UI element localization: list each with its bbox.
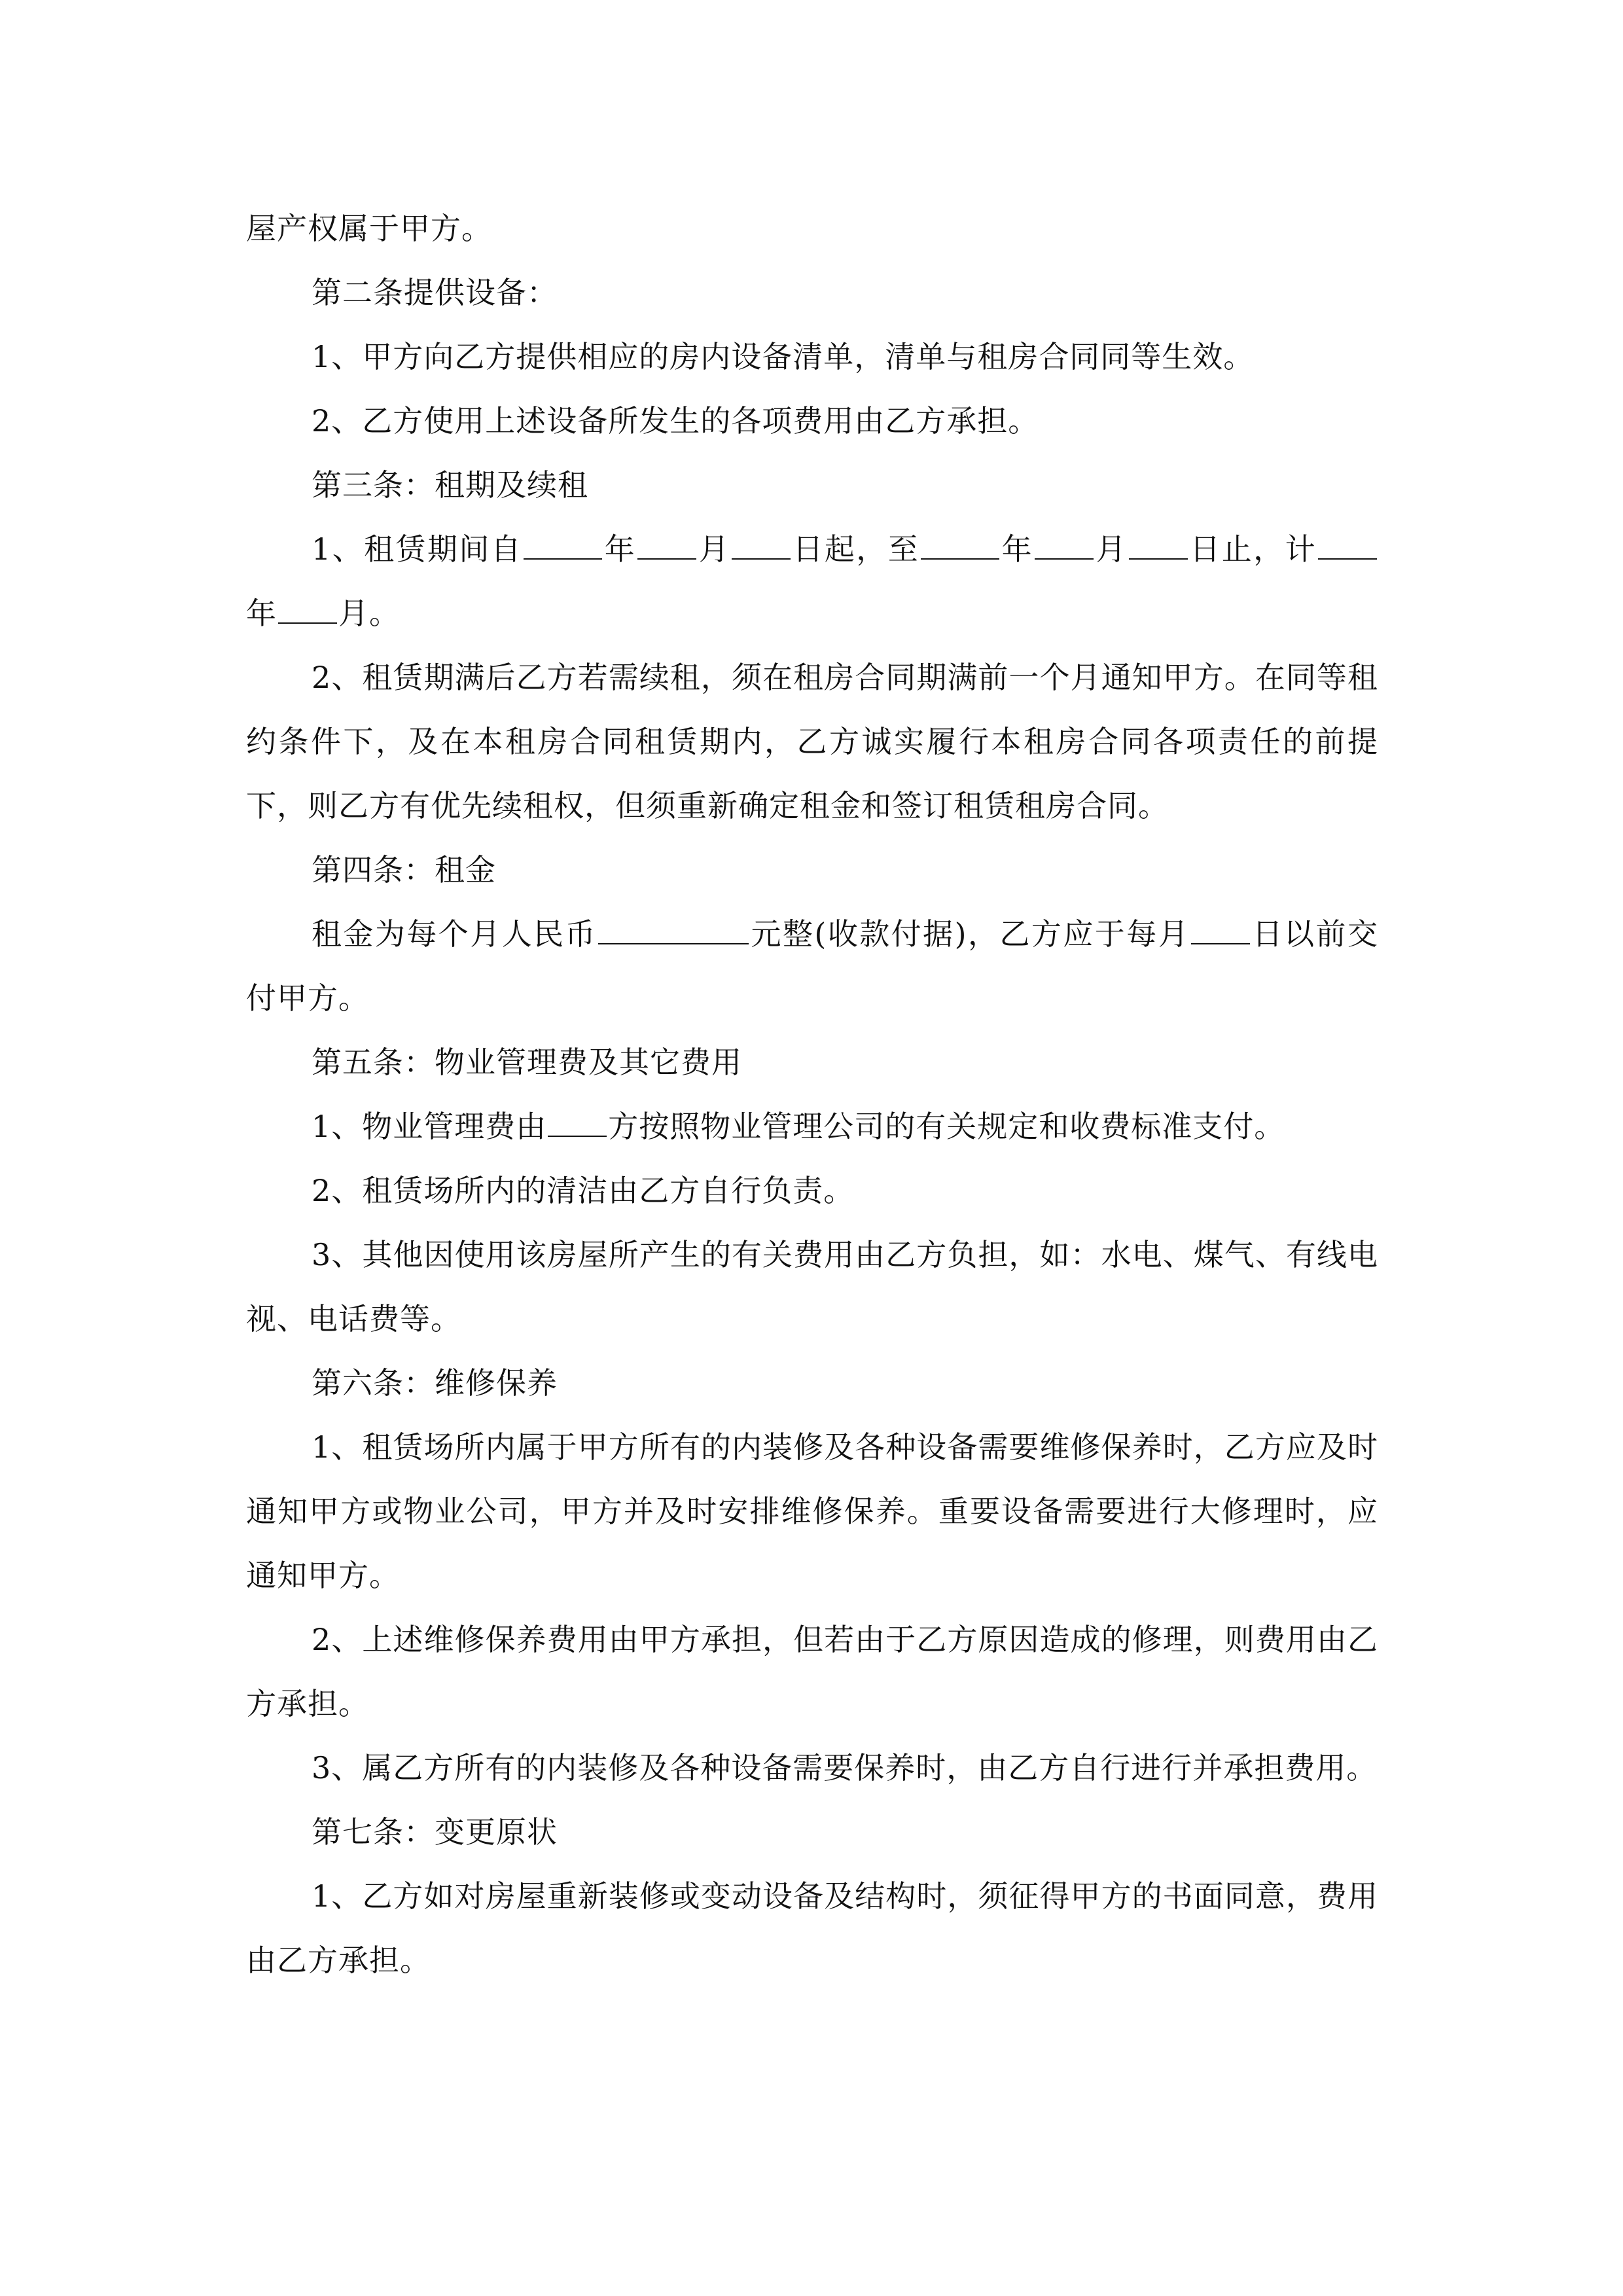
heading-article-2: 第二条提供设备： — [312, 275, 558, 310]
blank-end-day — [1129, 533, 1188, 560]
heading-article-4: 第四条：租金 — [312, 852, 496, 888]
text-segment: 1、物业管理费由 — [312, 1109, 547, 1144]
paragraph-article-6-item-2: 2、上述维修保养费用由甲方承担，但若由于乙方原因造成的修理，则费用由乙方承担。 — [246, 1622, 1378, 1721]
text-segment: 年 — [246, 596, 277, 631]
paragraph-article-3-item-1 — [246, 517, 1378, 645]
heading-article-6: 第六条：维修保养 — [312, 1365, 558, 1401]
blank-start-day — [732, 533, 791, 560]
text-segment: 月。 — [338, 596, 400, 631]
paragraph-article-2-item-1: 1、甲方向乙方提供相应的房内设备清单，清单与租房合同同等生效。 — [312, 339, 1255, 374]
paragraph-article-6-item-1: 1、租赁场所内属于甲方所有的内装修及各种设备需要维修保养时，乙方应及时通知甲方或物业公司，甲方并及时安排维修保养。重要设备需要进行大修理时，应通知甲方。 — [246, 1429, 1378, 1593]
paragraph-article-7-item-1: 1、乙方如对房屋重新装修或变动设备及结构时，须征得甲方的书面同意，费用由乙方承担。 — [246, 1878, 1378, 1978]
text-segment: 方按照物业管理公司的有关规定和收费标准支付。 — [608, 1109, 1285, 1144]
blank-fee-party — [548, 1111, 607, 1137]
blank-total-months — [278, 598, 337, 624]
text-segment: 月 — [698, 531, 730, 567]
blank-end-month — [1035, 533, 1094, 560]
text-segment: 年 — [603, 531, 637, 567]
heading-article-3: 第三条：租期及续租 — [312, 467, 588, 503]
text-segment: 年 — [1001, 531, 1034, 567]
paragraph-article-5-item-1 — [246, 1094, 1378, 1158]
text-segment: 1、租赁期间自 — [312, 531, 523, 567]
heading-article-5: 第五条：物业管理费及其它费用 — [312, 1045, 742, 1080]
paragraph-house-ownership: 屋产权属于甲方。 — [246, 211, 492, 246]
paragraph-article-4-rent — [246, 902, 1378, 1030]
paragraph-article-3-item-2: 2、租赁期满后乙方若需续租，须在租房合同期满前一个月通知甲方。在同等租约条件下，及在本租房合同租赁期内，乙方诚实履行本租房合同各项责任的前提下，则乙方有优先续租权，但须重新确定租金和签订租赁租房合同。 — [246, 660, 1378, 823]
paragraph-article-5-item-3: 3、其他因使用该房屋所产生的有关费用由乙方负担，如：水电、煤气、有线电视、电话费等。 — [246, 1237, 1378, 1336]
blank-start-year — [524, 533, 602, 560]
paragraph-article-5-item-2: 2、租赁场所内的清洁由乙方自行负责。 — [312, 1173, 855, 1208]
text-segment: 元整(收款付据)，乙方应于每月 — [750, 916, 1190, 952]
heading-article-7: 第七条：变更原状 — [312, 1814, 558, 1850]
blank-rent-amount — [598, 918, 749, 944]
text-segment: 月 — [1095, 531, 1128, 567]
paragraph-article-6-item-3: 3、属乙方所有的内装修及各种设备需要保养时，由乙方自行进行并承担费用。 — [312, 1750, 1378, 1785]
blank-end-year — [921, 533, 999, 560]
blank-pay-day — [1191, 918, 1250, 944]
text-segment: 租金为每个月人民币 — [312, 916, 597, 952]
blank-total-years — [1318, 533, 1377, 560]
paragraph-article-2-item-2: 2、乙方使用上述设备所发生的各项费用由乙方承担。 — [312, 403, 1039, 439]
text-segment: 日以前交付甲方。 — [246, 916, 1379, 1016]
text-segment: 日起，至 — [792, 531, 920, 567]
document-body — [246, 196, 1378, 1992]
blank-start-month — [637, 533, 696, 560]
text-segment: 日止，计 — [1188, 531, 1317, 567]
